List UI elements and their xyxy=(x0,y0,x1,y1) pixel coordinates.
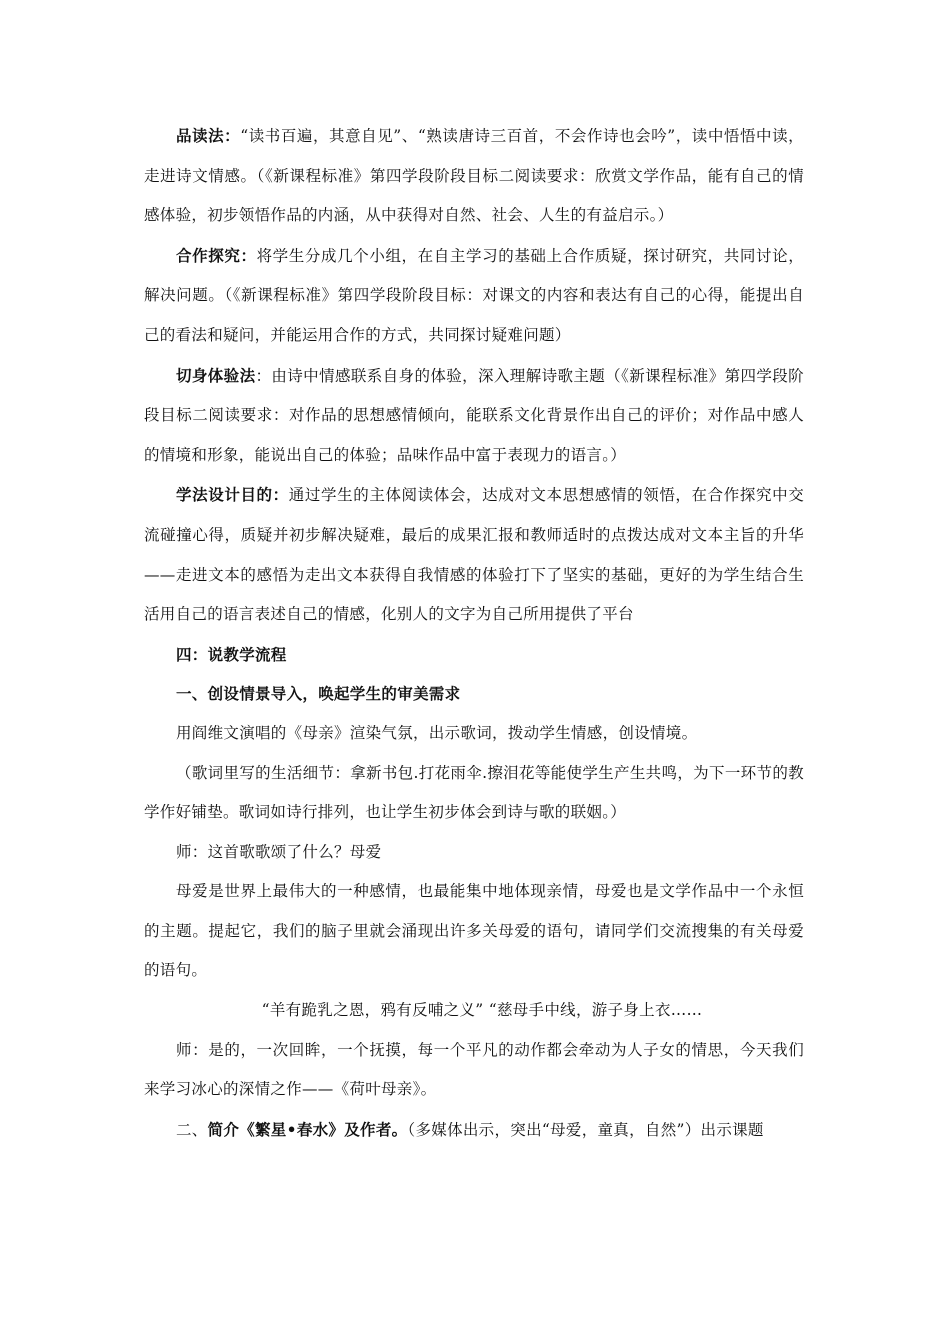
experience-method-text: ：由诗中情感联系自身的体验，深入理解诗歌主题（《新课程标准》第四学段阶段目标二阅读要求：对作品的思想感情倾向，能联系文化背景作出自己的评价；对作品中感人的情境和形象，能说出自己的体验；品味作品中富于表现力的语言。） xyxy=(144,366,804,464)
paragraph-learning-design-purpose xyxy=(144,475,804,634)
author-intro-prefix: 二、 xyxy=(176,1120,208,1139)
learning-design-purpose-text: 通过学生的主体阅读体会，达成对文本思想感情的领悟，在合作探究中交流碰撞心得，质疑并初步解决疑难，最后的成果汇报和教师适时的点拨达成对文本主旨的升华——走进文本的感悟为走出文本获得自我情感的体验打下了坚实的基础，更好的为学生结合生活用自己的语言表述自己的情感，化别人的文字为自己所用提供了平台 xyxy=(144,486,804,624)
section-heading-teaching-process: 四：说教学流程 xyxy=(176,644,287,664)
paragraph-teacher-intro: 师：是的，一次回眸，一个抚摸，每一个平凡的动作都会牵动为人子女的情思，今天我们来学习冰心的深情之作——《荷叶母亲》。 xyxy=(144,1040,804,1099)
author-intro-lead: 简介《繁星•春水》及作者。 xyxy=(207,1119,408,1139)
paragraph-teacher-question: 师：这首歌歌颂了什么？母爱 xyxy=(176,842,382,861)
paragraph-lyrics-note: （歌词里写的生活细节：拿新书包.打花雨伞.擦泪花等能使学生产生共鸣，为下一环节的教学作好铺垫。歌词如诗行排列，也让学生初步体会到诗与歌的联姻。） xyxy=(144,763,804,822)
author-intro-text: （多媒体出示，突出“母爱，童真，自然”）出示课题 xyxy=(407,1120,764,1139)
paragraph-quotes: “羊有跪乳之恩，鸦有反哺之义” “慈母手中线，游子身上衣…… xyxy=(261,1001,703,1020)
paragraph-song-introduction: 用阎维文演唱的《母亲》渲染气氛，出示歌词，拨动学生情感，创设情境。 xyxy=(176,723,698,742)
term-experience-method: 切身体验法 xyxy=(176,365,256,385)
document-body xyxy=(144,116,804,1150)
paragraph-author-intro xyxy=(144,1110,804,1151)
cooperative-inquiry-text: 将学生分成几个小组，在自主学习的基础上合作质疑，探讨研究，共同讨论，解决问题。（《新课程标准》第四学段阶段目标：对课文的内容和表达有自己的心得，能提出自己的看法和疑问，并能运用合作的方式，共同探讨疑难问题） xyxy=(144,246,804,344)
paragraph-reading-method xyxy=(144,116,804,236)
term-reading-method: 品读法： xyxy=(176,126,241,145)
term-learning-design-purpose: 学法设计目的： xyxy=(176,485,289,505)
paragraph-maternal-love: 母爱是世界上最伟大的一种感情，也最能集中地体现亲情，母爱也是文学作品中一个永恒的主题。提起它，我们的脑子里就会涌现出许多关母爱的语句，请同学们交流搜集的有关母爱的语句。 xyxy=(144,882,804,980)
reading-method-text: “读书百遍，其意自见”、“熟读唐诗三百首，不会作诗也会吟”，读中悟悟中读，走进诗文情感。（《新课程标准》第四学段阶段目标二阅读要求：欣赏文学作品，能有自己的情感体验，初步领悟作品的内涵，从中获得对自然、社会、人生的有益启示。） xyxy=(144,127,804,225)
paragraph-cooperative-inquiry xyxy=(144,236,804,356)
subsection-heading-scene-introduction: 一、创设情景导入，唤起学生的审美需求 xyxy=(176,684,461,704)
paragraph-experience-method xyxy=(144,356,804,476)
term-cooperative-inquiry: 合作探究： xyxy=(176,245,257,265)
